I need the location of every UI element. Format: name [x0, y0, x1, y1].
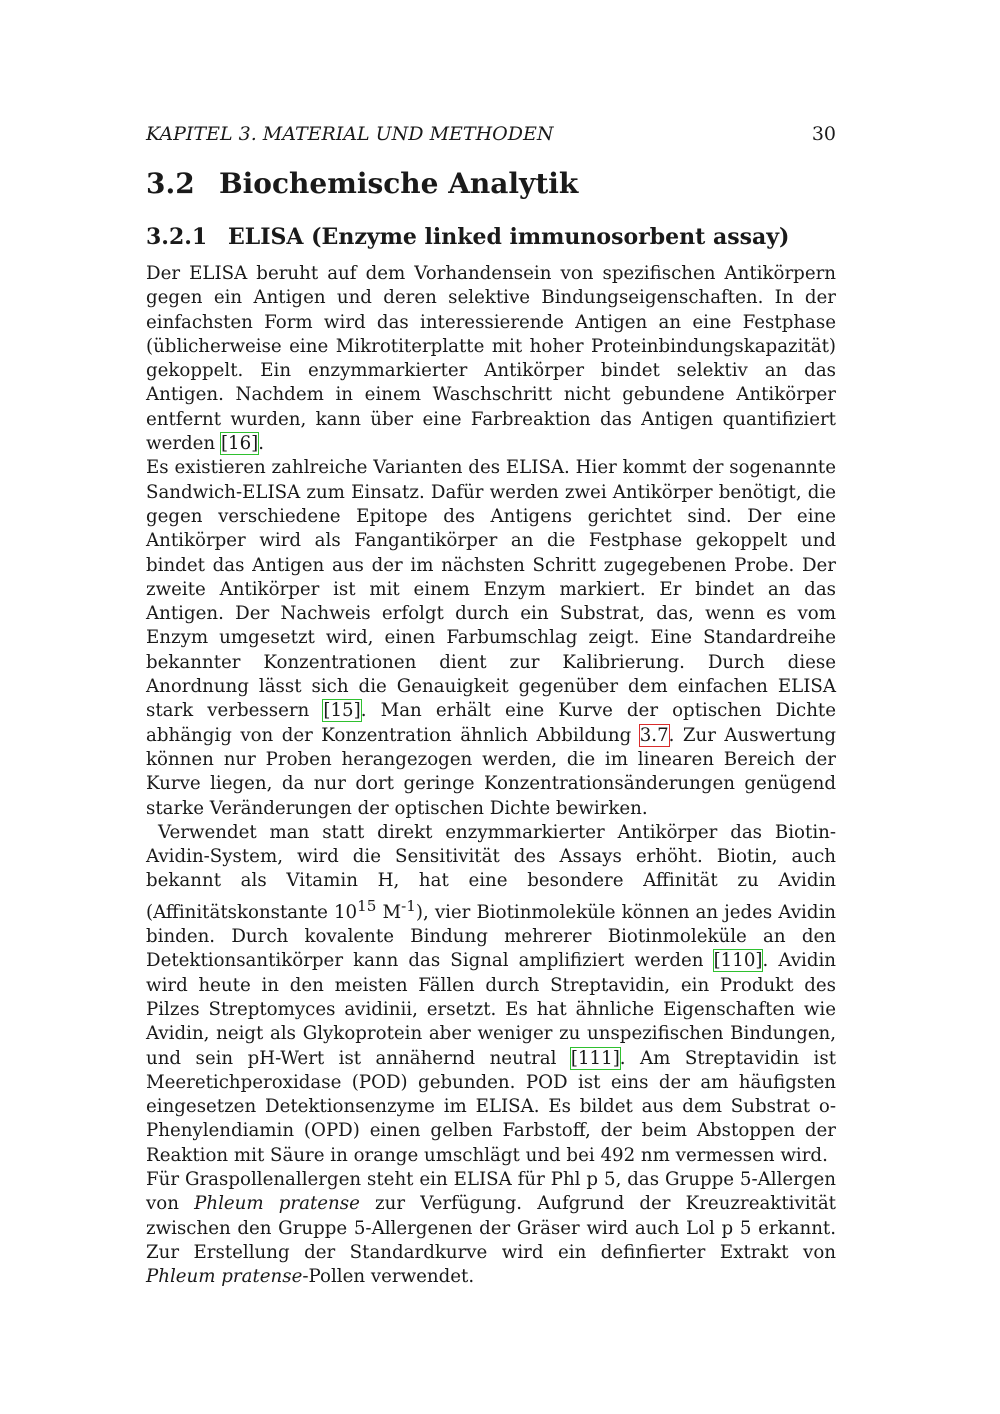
superscript: -1: [401, 896, 416, 915]
paragraph-text: . Am Streptavidin ist Meeretichperoxidase (POD) gebunden. POD ist eins der am häufigsten eingesetzen Detektionsenzyme im ELISA. Es bildet aus dem Substrat o-Phenylendiamin (OPD) einen gelben Farbstoff, der beim Abstoppen der Reaktion mit Säure in orange umschlägt und bei 492 nm vermessen wird.: [146, 1047, 837, 1166]
citation-link[interactable]: [16]: [220, 433, 259, 455]
figure-reference-link[interactable]: 3.7: [639, 724, 669, 746]
paragraph-text: . Avidin wird heute in den meisten Fällen durch Streptavidin, ein Produkt des Pilzes Streptomyces avidinii, ersetzt. Es hat ähnliche Eigenschaften wie Avidin, neigt als Glykoprotein aber weniger zu unspezifischen Bindungen, und sein pH-Wert ist annähernd neutral: [146, 950, 836, 1069]
paragraph-text: Verwendet man statt direkt enzymmarkierter Antikörper das Biotin-Avidin-System, wird die Sensitivität des Assays erhöht. Biotin, auch bekannt als Vitamin H, hat eine besondere Affinität zu Avidin (Affinitätskonstante 10: [146, 821, 836, 923]
body-text: [146, 262, 836, 1290]
paragraph-sandwich-elisa: [146, 456, 836, 820]
species-name: Phleum pratense: [146, 1266, 303, 1288]
running-head-title: KAPITEL 3. MATERIAL UND METHODEN: [146, 123, 554, 145]
paragraph-text: ), vier Biotinmoleküle können an jedes Avidin binden. Durch kovalente Bindung mehrerer Biotinmoleküle an den Detektionsantikörper kann das Signal amplifiziert werden: [146, 901, 836, 972]
paragraph-elisa-intro: [146, 262, 836, 456]
paragraph-grass-pollen: [146, 1168, 836, 1289]
citation-link[interactable]: [110]: [713, 950, 763, 972]
paragraph-text: . Zur Auswertung können nur Proben herangezogen werden, die im linearen Bereich der Kurve liegen, da nur dort geringe Konzentrationsänderungen genügend starke Veränderungen der optischen Dichte bewirken.: [146, 724, 836, 819]
paragraph-text: Der ELISA beruht auf dem Vorhandensein von spezifischen Antikörpern gegen ein Antigen und deren selektive Bindungseigenschaften. In der einfachsten Form wird das interessierende Antigen an eine Festphase (üblicherweise eine Mikrotiterplatte mit hoher Proteinbindungskapazität) gekoppelt. Ein enzymmarkierter Antikörper bindet selektiv an das Antigen. Nachdem in einem Waschschritt nicht gebundene Antikörper entfernt wurden, kann über eine Farbreaktion das Antigen quantifiziert werden: [146, 263, 836, 455]
citation-link[interactable]: [15]: [323, 700, 361, 722]
section-title: Biochemische Analytik: [219, 167, 579, 200]
paragraph-text: M: [376, 901, 402, 923]
subsection-title: ELISA (Enzyme linked immunosorbent assay): [228, 224, 790, 250]
section-number: 3.2: [146, 167, 195, 200]
citation-link[interactable]: [111]: [570, 1047, 620, 1069]
paragraph-text: -Pollen verwendet.: [302, 1266, 475, 1288]
running-header: [146, 121, 836, 147]
species-name: Phleum pratense: [194, 1193, 360, 1215]
paragraph-biotin-avidin: [146, 821, 836, 1168]
subsection-heading: [146, 222, 789, 252]
page-number: 30: [811, 123, 836, 145]
paragraph-text: . Man erhält eine Kurve der optischen Dichte abhängig von der Konzentration ähnlich Abbildung: [146, 700, 836, 746]
paragraph-text: .: [258, 433, 265, 455]
paragraph-text: zur Verfügung. Aufgrund der Kreuzreaktivität zwischen den Gruppe 5-Allergenen der Gräser wird auch Lol p 5 erkannt. Zur Erstellung der Standardkurve wird ein definfierter Extrakt von: [146, 1193, 836, 1263]
superscript: 15: [357, 896, 377, 915]
subsection-number: 3.2.1: [146, 224, 208, 250]
paragraph-text: Für Graspollenallergen steht ein ELISA für Phl p 5, das Gruppe 5-Allergen von: [146, 1169, 836, 1215]
paragraph-text: Es existieren zahlreiche Varianten des ELISA. Hier kommt der sogenannte Sandwich-ELISA zum Einsatz. Dafür werden zwei Antikörper benötigt, die gegen verschiedene Epitope des Antigens gerichtet sind. Der eine Antikörper wird als Fangantikörper an die Festphase gekoppelt und bindet das Antigen aus der im nächsten Schritt zugegebenen Probe. Der zweite Antikörper ist mit einem Enzym markiert. Er bindet an das Antigen. Der Nachweis erfolgt durch ein Substrat, das, wenn es vom Enzym umgesetzt wird, einen Farbumschlag zeigt. Eine Standardreihe bekannter Konzentrationen dient zur Kalibrierung. Durch diese Anordnung lässt sich die Genauigkeit gegenüber dem einfachen ELISA stark verbessern: [146, 457, 836, 722]
section-heading: [146, 166, 578, 202]
